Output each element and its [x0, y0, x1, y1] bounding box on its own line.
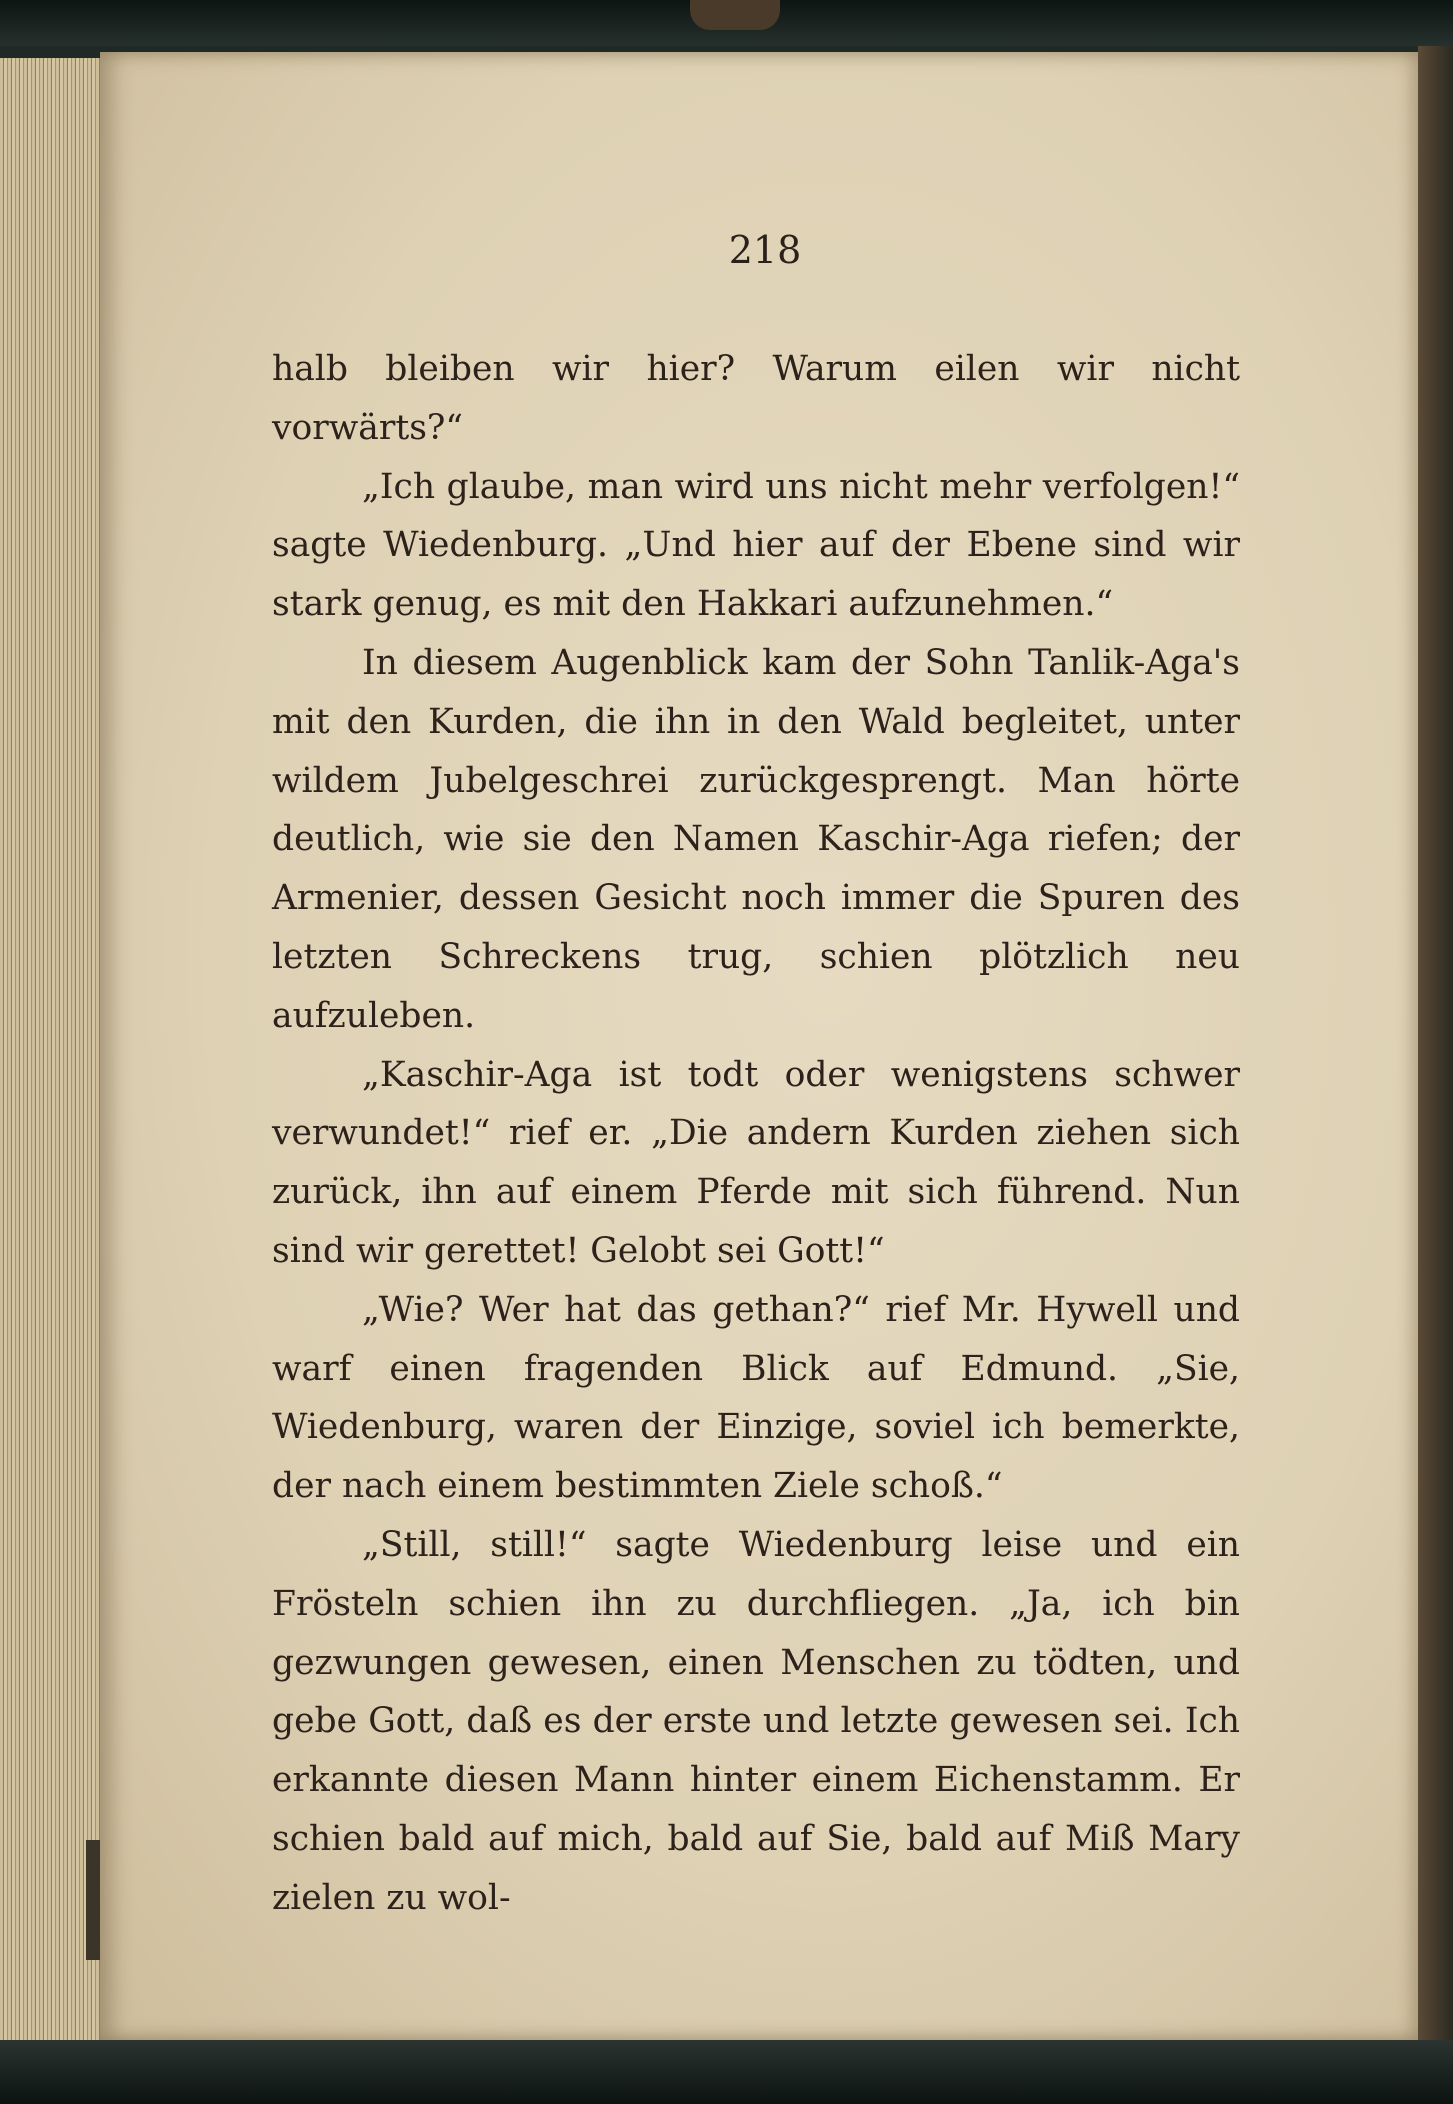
paragraph: „Kaschir-Aga ist todt oder wenigstens schwer verwundet!“ rief er. „Die andern Kurden ziehen sich zurück, ihn auf einem Pferde mit sich führend. Nun sind wir gerettet! Gelobt sei Gott!“ [272, 1054, 1240, 1271]
book-cover-right [1418, 46, 1453, 2040]
paragraph: „Wie? Wer hat das gethan?“ rief Mr. Hywell und warf einen fragenden Blick auf Edmund. „Sie, Wiedenburg, waren der Einzige, soviel ich bemerkte, der nach einem bestimmten Ziele schoß.“ [272, 1289, 1240, 1507]
book-clasp [690, 0, 780, 30]
paragraph: halb bleiben wir hier? Warum eilen wir nicht vorwärts?“ [272, 349, 1240, 448]
book-cover-bottom [0, 2040, 1453, 2104]
paragraph: In diesem Augenblick kam der Sohn Tanlik-Aga's mit den Kurden, die ihn in den Wald begleitet, unter wildem Jubelgeschrei zurückgesprengt. Man hörte deutlich, wie sie den Namen Kaschir-Aga riefen; der Armenier, dessen Gesicht noch immer die Spuren des letzten Schreckens trug, schien plötzlich neu aufzuleben. [272, 642, 1240, 1036]
page-text [272, 340, 1240, 1928]
paragraph: „Still, still!“ sagte Wiedenburg leise und ein Frösteln schien ihn zu durchfliegen. „Ja, ich bin gezwungen gewesen, einen Menschen zu tödten, und gebe Gott, daß es der erste und letzte gewesen sei. Ich erkannte diesen Mann hinter einem Eichenstamm. Er schien bald auf mich, bald auf Sie, bald auf Miß Mary zielen zu wol- [272, 1524, 1240, 1918]
paragraph: „Ich glaube, man wird uns nicht mehr verfolgen!“ sagte Wiedenburg. „Und hier auf der Ebene sind wir stark genug, es mit den Hakkari aufzunehmen.“ [272, 466, 1240, 625]
page-edges [0, 58, 110, 2043]
page-number: 218 [728, 228, 802, 272]
